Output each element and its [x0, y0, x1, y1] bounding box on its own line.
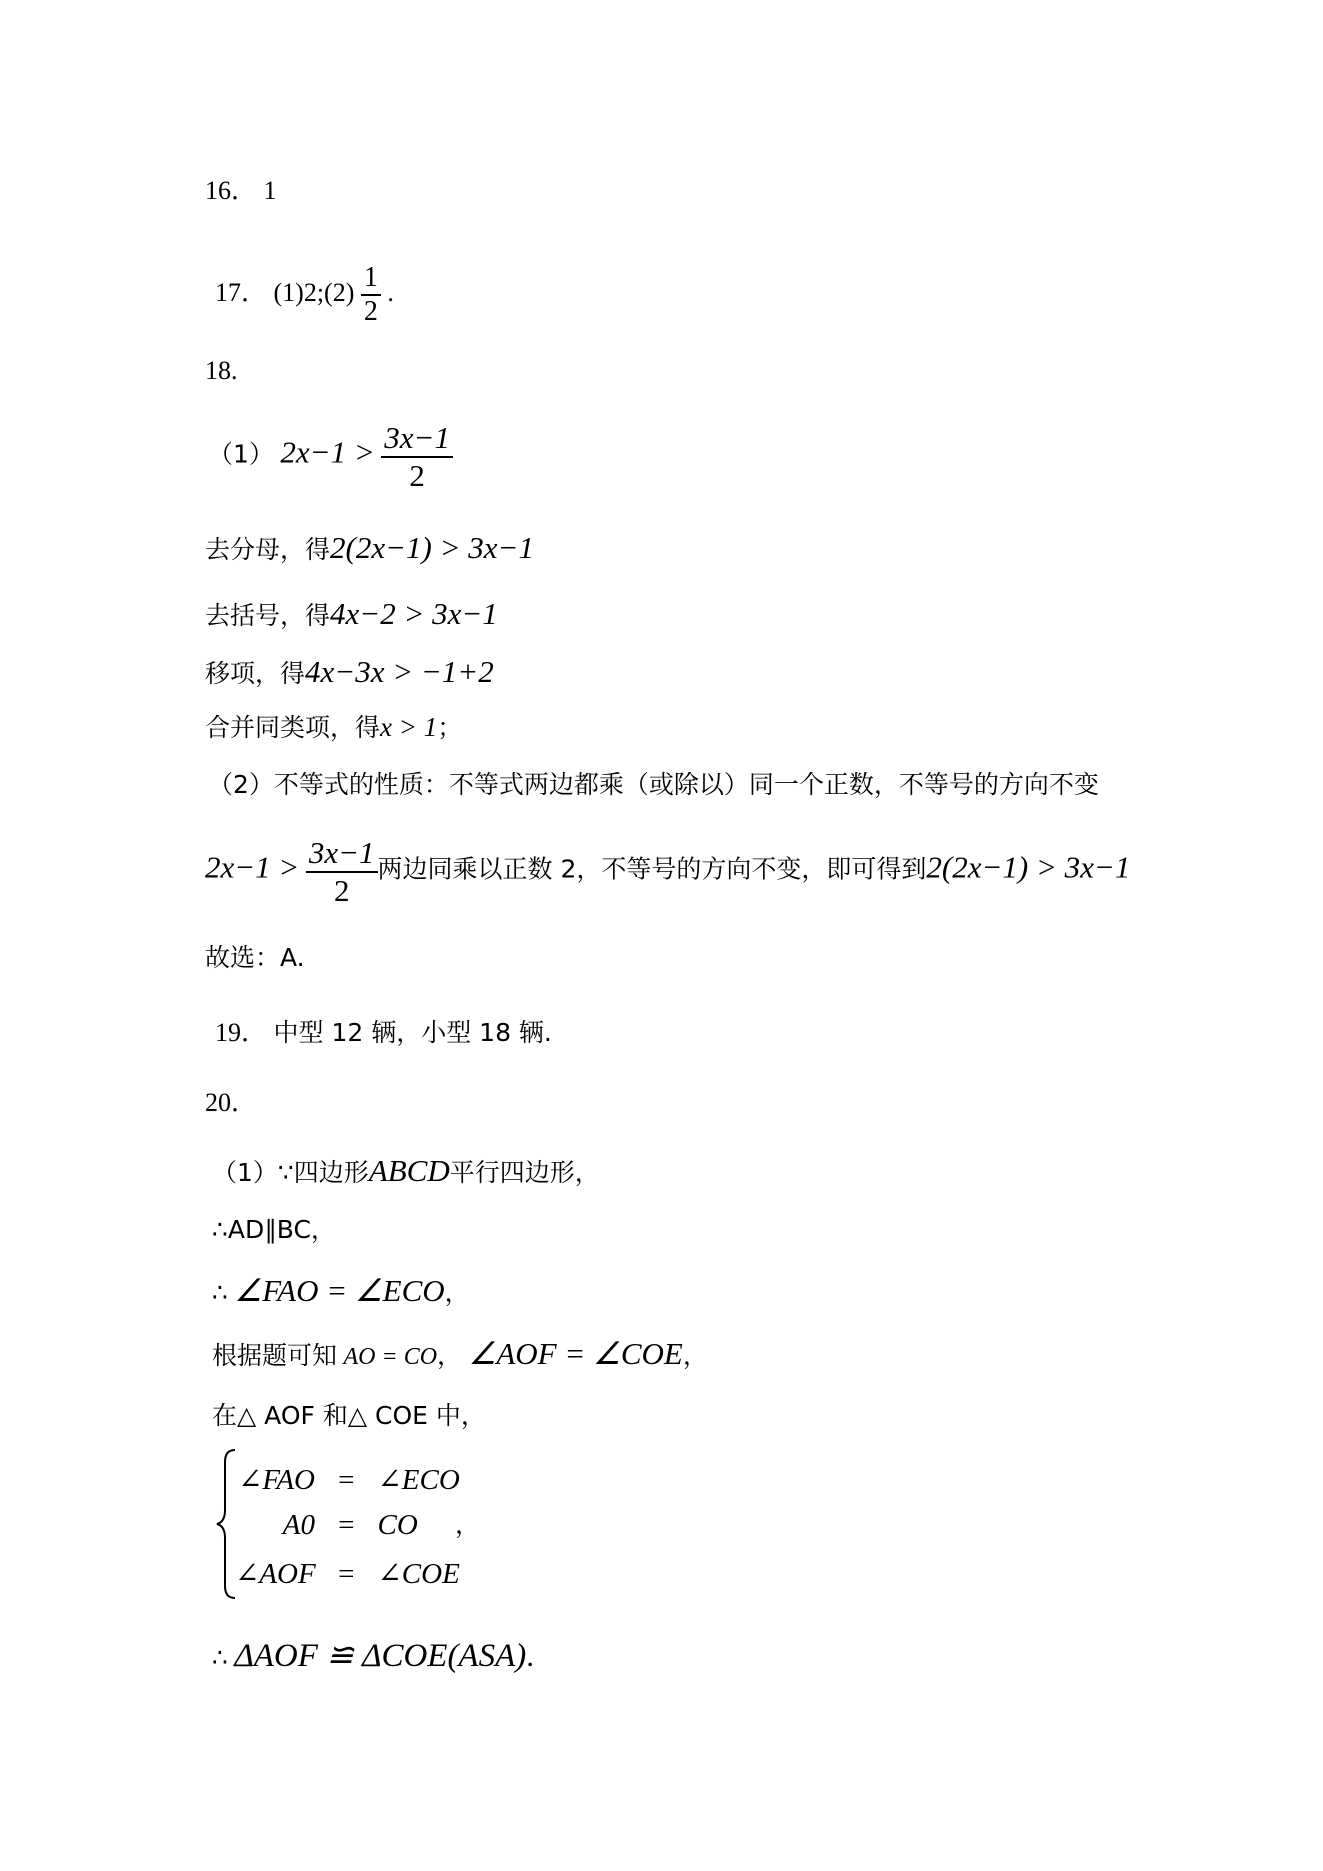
q20-in-triangles: 在△ AOF 和△ COE 中，: [212, 1401, 486, 1430]
q18-number: 18.: [205, 356, 238, 385]
q17-period: .: [387, 278, 394, 308]
q20-parallel: ∴AD∥BC，: [212, 1215, 336, 1244]
q18-part2-fraction: $\frac{3x-1}{2}$: [306, 835, 378, 908]
q16-line: [205, 178, 277, 204]
q17-answer: (1)2;(2): [273, 278, 355, 308]
q18-part1-inequality: （1） 2x−1 > $\frac{3x-1}{2}$: [208, 420, 453, 493]
q18-step-denominator: 去分母，得2(2x−1) > 3x−1: [205, 530, 534, 565]
q18-part2-property: （2）不等式的性质：不等式两边都乘（或除以）同一个正数，不等号的方向不变: [208, 770, 1099, 799]
q20-given: （1）∵四边形ABCD平行四边形，: [212, 1153, 600, 1188]
q20-number: 20．: [205, 1088, 258, 1117]
q18-part2-explanation: 2x−1 > $\frac{3x-1}{2}$ 两边同乘以正数 2，不等号的方向不变，即可得到2(2x−1) > 3x−1: [205, 835, 1131, 908]
system-row-1: ∠FAO = ∠ECO: [238, 1464, 460, 1496]
q18-step-transpose: 移项，得4x−3x > −1+2: [205, 654, 494, 689]
q18-step-combine: 合并同类项，得x > 1；: [205, 712, 463, 742]
q20-angle-eq: ∴ ∠FAO = ∠ECO，: [212, 1273, 470, 1308]
system-row-3: ∠AOF = ∠COE: [235, 1558, 460, 1590]
q17-number: 17．: [215, 278, 268, 308]
q18-part1-fraction: $\frac{3x-1}{2}$: [381, 420, 453, 493]
q16-answer: 1: [263, 176, 277, 205]
q20-conclusion: ∴ ΔAOF ≌ ΔCOE(ASA).: [212, 1638, 534, 1674]
q19-number: 19．: [215, 1018, 268, 1047]
q17-line: [215, 262, 394, 328]
q17-fraction: $\frac{1}{2}$: [361, 262, 381, 328]
q20-known: 根据题可知 AO = CO， ∠AOF = ∠COE，: [212, 1336, 708, 1371]
q19-line: [215, 1020, 552, 1046]
q16-number: 16．: [205, 176, 258, 205]
q18-choice: 故选：A.: [205, 943, 305, 972]
system-row-2: A0 = CO: [282, 1509, 418, 1541]
q19-answer: 中型 12 辆，小型 18 辆.: [273, 1018, 552, 1047]
q18-step-brackets: 去括号，得4x−2 > 3x−1: [205, 596, 498, 631]
system-comma: ，: [455, 1510, 481, 1539]
